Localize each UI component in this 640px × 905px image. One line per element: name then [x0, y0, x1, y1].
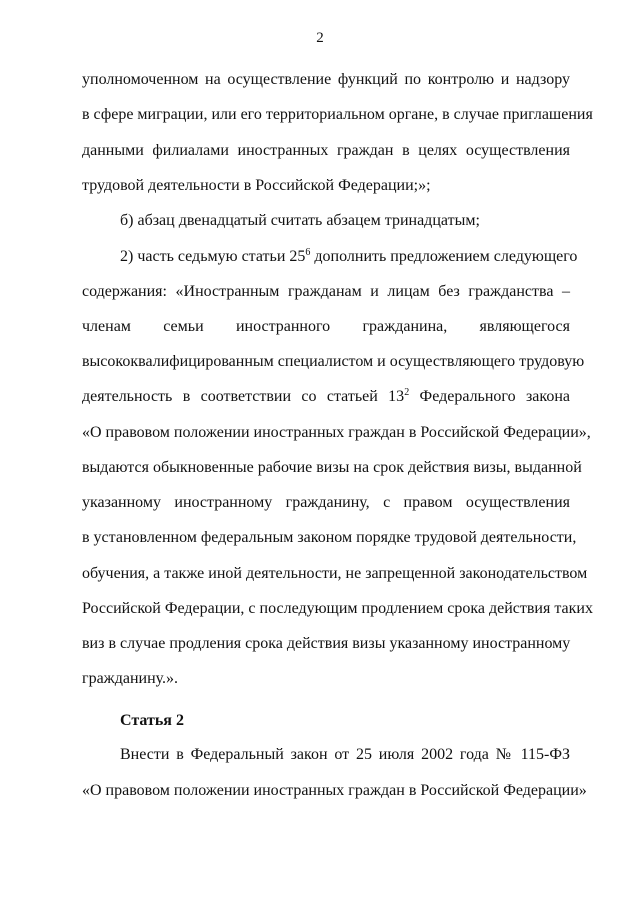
superscript: 6	[305, 247, 311, 258]
text-line: содержания: «Иностранным гражданам и лицам без гражданства –	[82, 283, 570, 300]
text-line: Российской Федерации, с последующим продлением срока действия таких	[82, 600, 593, 617]
superscript: 2	[404, 387, 410, 398]
text-segment: дополнить предложением следующего	[310, 248, 578, 265]
page-number: 2	[316, 30, 324, 46]
text-line: гражданину.».	[82, 670, 179, 687]
text-line: данными филиалами иностранных граждан в целях осуществления	[82, 142, 570, 159]
text-segment: 2) часть седьмую статьи 25	[120, 248, 306, 265]
text-line: обучения, а также иной деятельности, не запрещенной законодательством	[82, 565, 588, 582]
text-line-with-superscript	[120, 247, 578, 267]
article-heading: Статья 2	[120, 712, 184, 729]
text-line: в сфере миграции, или его территориальном органе, в случае приглашения	[82, 106, 593, 123]
text-segment: деятельность в соответствии со статьей 13	[82, 388, 405, 405]
text-line: Внести в Федеральный закон от 25 июля 2002 года № 115-ФЗ	[120, 746, 570, 763]
text-line: «О правовом положении иностранных граждан в Российской Федерации»	[82, 782, 587, 799]
text-line: трудовой деятельности в Российской Федерации;»;	[82, 177, 431, 194]
text-line: указанному иностранному гражданину, с правом осуществления	[82, 494, 570, 511]
text-line: «О правовом положении иностранных граждан в Российской Федерации»,	[82, 424, 591, 441]
text-line: высококвалифицированным специалистом и осуществляющего трудовую	[82, 353, 585, 370]
text-line: выдаются обыкновенные рабочие визы на срок действия визы, выданной	[82, 459, 582, 476]
text-line: уполномоченном на осуществление функций по контролю и надзору	[82, 71, 570, 88]
text-line: в установленном федеральным законом порядке трудовой деятельности,	[82, 529, 577, 546]
text-line: виз в случае продления срока действия визы указанному иностранному	[82, 635, 571, 652]
text-line: членам семьи иностранного гражданина, являющегося	[82, 318, 570, 335]
text-segment: Федерального закона	[409, 388, 570, 405]
text-line: б) абзац двенадцатый считать абзацем тринадцатым;	[120, 212, 480, 229]
text-line-with-superscript	[82, 387, 570, 407]
